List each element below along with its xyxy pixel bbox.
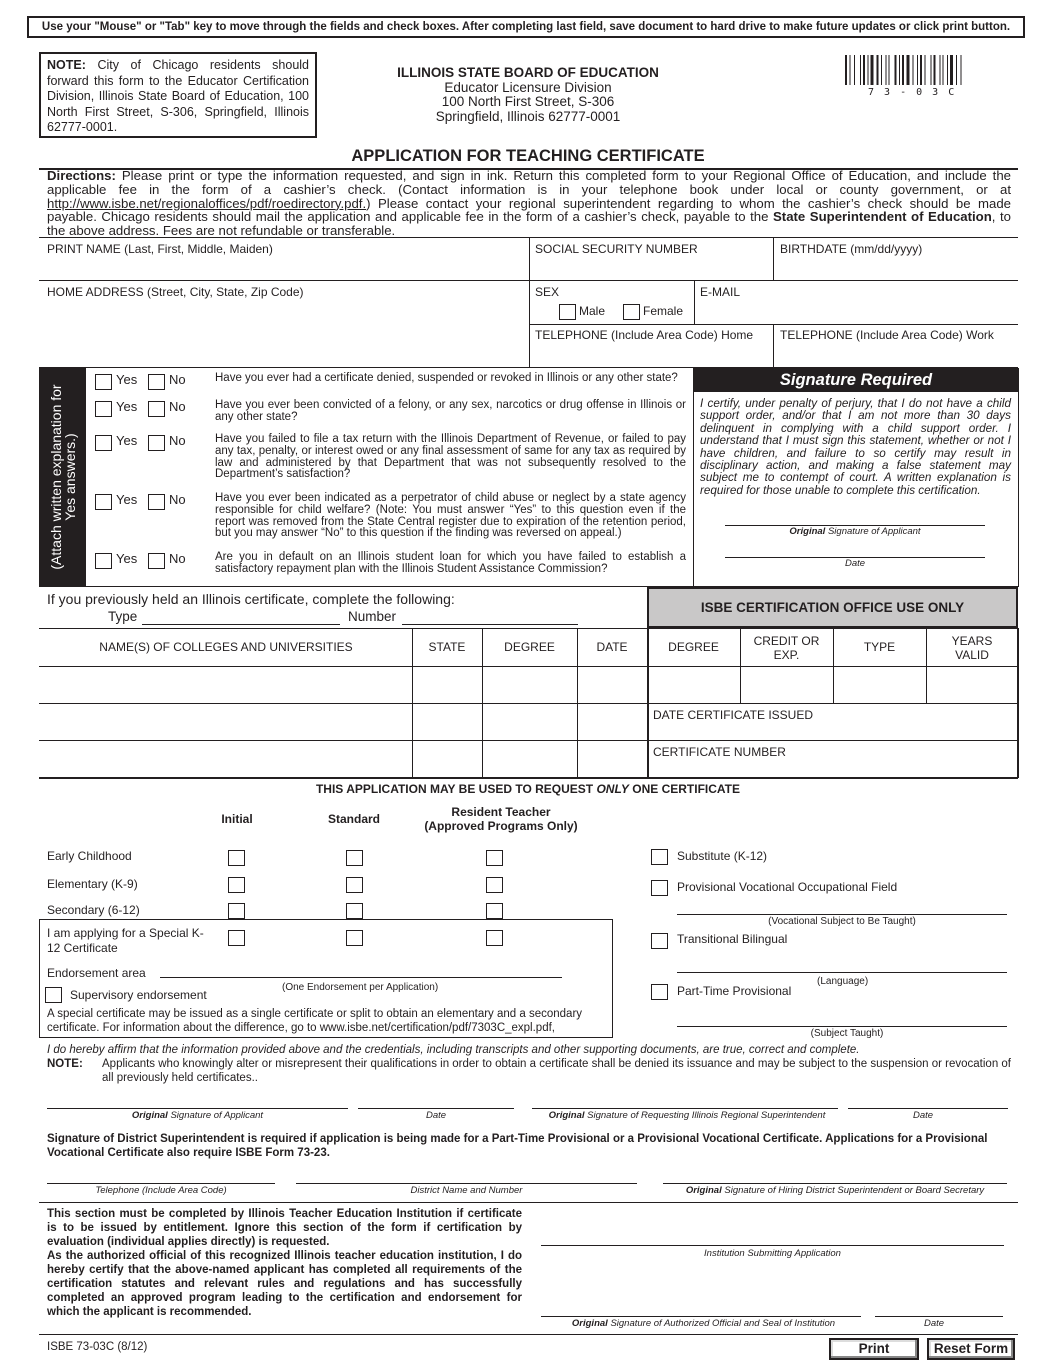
date-certificate-issued: DATE CERTIFICATE ISSUED bbox=[653, 708, 814, 722]
secondary-standard-checkbox[interactable] bbox=[346, 903, 363, 919]
affirmation-note-label: NOTE: bbox=[47, 1058, 83, 1070]
substitute-label: Substitute (K-12) bbox=[677, 849, 768, 863]
question-3-no-checkbox[interactable] bbox=[148, 435, 165, 451]
row-early-childhood: Early Childhood bbox=[47, 849, 132, 863]
elementary-standard-checkbox[interactable] bbox=[346, 877, 363, 893]
question-3-yes-label: Yes bbox=[116, 433, 138, 448]
form-id: ISBE 73-03C (8/12) bbox=[47, 1341, 148, 1353]
question-4-yes-label: Yes bbox=[116, 492, 138, 507]
supervisory-endorsement-label: Supervisory endorsement bbox=[70, 988, 207, 1002]
prior-type-label: Type bbox=[108, 609, 138, 624]
col-header-state: STATE bbox=[428, 640, 466, 654]
question-2-text: Have you ever been convicted of a felony, or any sex, narcotics or drug offense in Illinois or any other state? bbox=[215, 399, 686, 423]
question-1-no-checkbox[interactable] bbox=[148, 374, 165, 390]
chicago-note: NOTE: City of Chicago residents should forward this form to the Educator Certification Division, Illinois State Board of Education, 100 North First Street, S-306, Springfield, Illinois 62777-0001. bbox=[39, 52, 317, 138]
prior-type-field[interactable] bbox=[142, 624, 340, 625]
question-2-no-label: No bbox=[169, 399, 186, 414]
home-address-field[interactable]: HOME ADDRESS (Street, City, State, Zip Code) bbox=[47, 285, 304, 299]
institution-line[interactable] bbox=[541, 1245, 1004, 1246]
questions-side-label: (Attach written explanation for Yes answers.) bbox=[48, 384, 78, 570]
agency-city: Springfield, Illinois 62777-0001 bbox=[435, 108, 621, 124]
col-header-degree: DEGREE bbox=[504, 640, 555, 654]
vocational-subject-field[interactable] bbox=[677, 914, 1007, 915]
question-3-yes-checkbox[interactable] bbox=[95, 435, 112, 451]
child-support-certification: I certify, under penalty of perjury, that I do not have a child support order, and/or that I am not more than 30 days delinquent in complying with a child support order. I understand that I must sign this statement, whether or not I have children, and failure to so certify may result in disciplinary action, and making a false statement may subject me to contempt of court. A written explanation is required for those unable to complete this certification. bbox=[700, 397, 1011, 497]
agency-name: ILLINOIS STATE BOARD OF EDUCATION bbox=[397, 65, 659, 80]
question-2-no-checkbox[interactable] bbox=[148, 401, 165, 417]
provisional-vocational-label: Provisional Vocational Occupational Field bbox=[677, 880, 898, 894]
print-name-field[interactable]: PRINT NAME (Last, First, Middle, Maiden) bbox=[47, 242, 273, 256]
part-time-provisional-checkbox[interactable] bbox=[651, 984, 668, 1000]
regional-date-caption: Date bbox=[912, 1110, 934, 1121]
official-signature-line[interactable] bbox=[541, 1316, 861, 1317]
district-superintendent-note: Signature of District Superintendent is required if application is being made for a Part-Time Provisional or a Provisional Vocational Certificate. Applications for a Provisional Vocational Certificate also require ISBE Form 73-23. bbox=[47, 1133, 988, 1159]
language-field[interactable] bbox=[677, 972, 1007, 973]
print-button[interactable]: Print bbox=[829, 1338, 919, 1360]
female-label: Female bbox=[643, 304, 684, 318]
regional-signature-caption: Original Signature of Requesting Illinois Regional Superintendent bbox=[548, 1110, 826, 1121]
elementary-resident-checkbox[interactable] bbox=[486, 877, 503, 893]
question-2-yes-checkbox[interactable] bbox=[95, 401, 112, 417]
question-1-no-label: No bbox=[169, 372, 186, 387]
col-standard: Standard bbox=[327, 812, 380, 826]
applicant-date-line[interactable] bbox=[358, 1108, 514, 1109]
question-5-yes-label: Yes bbox=[116, 551, 138, 566]
substitute-checkbox[interactable] bbox=[651, 849, 668, 865]
female-checkbox[interactable] bbox=[623, 304, 640, 320]
isbe-header-years: YEARS VALID bbox=[951, 634, 993, 662]
prior-number-label: Number bbox=[348, 609, 397, 624]
male-label: Male bbox=[579, 304, 606, 318]
isbe-header-type: TYPE bbox=[863, 640, 896, 654]
male-checkbox[interactable] bbox=[559, 304, 576, 320]
provisional-vocational-checkbox[interactable] bbox=[651, 880, 668, 896]
institution-instructions: This section must be completed by Illinois Teacher Education Institution if certificate is to be issued by entitlement. Ignore this section of the form if certification by evaluation (individual applies directly) is requested. As the authorized official of this recognized Illinois teacher education institution, I do hereby certify that the above-named applicant has completed all requirements of the certification statutes and relevant rules and regulations and has successfully completed an approved program leading to the certification and endorsement for which the applicant is recommended. bbox=[47, 1208, 522, 1318]
district-name-caption: District Name and Number bbox=[410, 1185, 523, 1196]
secondary-resident-checkbox[interactable] bbox=[486, 903, 503, 919]
applicant-date-caption: Date bbox=[425, 1110, 447, 1121]
question-4-text: Have you ever been indicated as a perpetrator of child abuse or neglect by a state agency responsible for child welfare? (Note: You must answer “Yes” to this question even if the report was removed from the State Central register due to expiration of the retention period, but you may answer “No” to this question if the finding was reversed on appeal.) bbox=[215, 492, 686, 540]
special-k12-initial-checkbox[interactable] bbox=[228, 930, 245, 946]
question-4-no-checkbox[interactable] bbox=[148, 494, 165, 510]
affirmation-text: I do hereby affirm that the information provided above and the credentials, including transcripts and other supporting documents, are true, correct and complete. bbox=[47, 1044, 860, 1056]
district-name-line[interactable] bbox=[296, 1183, 637, 1184]
question-1-yes-label: Yes bbox=[116, 372, 138, 387]
question-3-text: Have you failed to file a tax return with the Illinois Department of Revenue, or failed to pay any tax, penalty, or interest owed or any final assessment of same for any tax as required by law and administered by that Department that was not subsequently resolved to the Department’s satisfaction? bbox=[215, 433, 686, 481]
roe-directory-link[interactable]: http://www.isbe.net/regionaloffices/pdf/roedirectory.pdf. bbox=[47, 195, 367, 211]
page-title: APPLICATION FOR TEACHING CERTIFICATE bbox=[351, 147, 705, 165]
email-field[interactable]: E-MAIL bbox=[700, 285, 741, 299]
agency-street: 100 North First Street, S-306 bbox=[441, 94, 615, 109]
question-4-yes-checkbox[interactable] bbox=[95, 494, 112, 510]
official-date-line[interactable] bbox=[875, 1316, 1003, 1317]
child-support-date-caption: Date bbox=[844, 558, 866, 569]
col-header-date: DATE bbox=[596, 640, 628, 654]
official-signature-caption: Original Signature of Authorized Official and Seal of Institution bbox=[571, 1318, 836, 1329]
ssn-field[interactable]: SOCIAL SECURITY NUMBER bbox=[535, 242, 698, 256]
barcode bbox=[845, 55, 1005, 87]
part-time-provisional-label: Part-Time Provisional bbox=[677, 984, 792, 998]
question-2-yes-label: Yes bbox=[116, 399, 138, 414]
col-header-colleges: NAME(S) OF COLLEGES AND UNIVERSITIES bbox=[99, 640, 353, 654]
question-5-text: Are you in default on an Illinois student loan for which you have failed to establish a satisfactory repayment plan with the Illinois Student Assistance Commission? bbox=[215, 551, 686, 575]
telephone-caption: Telephone (Include Area Code) bbox=[95, 1185, 227, 1196]
endorsement-area-field[interactable] bbox=[160, 977, 562, 978]
agency-division: Educator Licensure Division bbox=[444, 79, 612, 95]
question-1-yes-checkbox[interactable] bbox=[95, 374, 112, 390]
special-k12-resident-checkbox[interactable] bbox=[486, 930, 503, 946]
question-4-no-label: No bbox=[169, 492, 186, 507]
subject-taught-caption: (Subject Taught) bbox=[810, 1028, 884, 1039]
telephone-line[interactable] bbox=[47, 1183, 275, 1184]
question-5-yes-checkbox[interactable] bbox=[95, 553, 112, 569]
isbe-header-degree: DEGREE bbox=[668, 640, 719, 654]
endorsement-area-label: Endorsement area bbox=[47, 966, 146, 980]
row-special-k12: I am applying for a Special K-12 Certificate bbox=[47, 926, 204, 955]
special-certificate-note: A special certificate may be issued as a single certificate or split to obtain an elementary and a secondary certificate. For information about the difference, go to www.isbe.net/certification/pdf/7303C_expl.pdf, bbox=[47, 1008, 583, 1034]
certificate-number: CERTIFICATE NUMBER bbox=[653, 745, 786, 759]
affirmation-note-text: Applicants who knowingly alter or misrepresent their qualifications in order to obtain a certificate shall be denied its issuance and may be subject to the suspension or revocation of all previously held certificates.. bbox=[102, 1058, 1011, 1084]
elementary-initial-checkbox[interactable] bbox=[228, 877, 245, 893]
regional-signature-line[interactable] bbox=[532, 1108, 838, 1109]
reset-form-button[interactable]: Reset Form bbox=[927, 1338, 1015, 1360]
sex-label: SEX bbox=[535, 285, 560, 299]
col-resident: Resident Teacher (Approved Programs Only) bbox=[424, 805, 578, 833]
prior-number-field[interactable] bbox=[402, 624, 578, 625]
hiring-signature-line[interactable] bbox=[663, 1183, 1007, 1184]
secondary-initial-checkbox[interactable] bbox=[228, 903, 245, 919]
row-secondary: Secondary (6-12) bbox=[47, 903, 140, 917]
applicant-signature-line[interactable] bbox=[47, 1108, 348, 1109]
instruction-banner: Use your "Mouse" or "Tab" key to move through the fields and check boxes. After completing last field, save document to hard drive to make future updates or click print button. bbox=[27, 16, 1025, 38]
subject-taught-field[interactable] bbox=[677, 1026, 1007, 1027]
supervisory-endorsement-checkbox[interactable] bbox=[45, 987, 62, 1003]
prior-certificate-heading: If you previously held an Illinois certificate, complete the following: bbox=[47, 591, 455, 607]
row-elementary: Elementary (K-9) bbox=[47, 877, 138, 891]
agency-header bbox=[370, 66, 686, 124]
directions: Directions: Please print or type the information requested, and sign in ink. Return this completed form to your Regional Office of Education, and include the applicable fee in the form of a cashier’s check. (Contact information is in your telephone book under local or county government, or at http://www.isbe.net/regionaloffices/pdf/roedirectory.pdf.) Please contact your regional superintendent regarding to whom the cashier’s check should be made payable. Chicago residents should mail the application and applicable fee in the form of a cashier’s check, payable to the State Superintendent of Education, to the above address. Fees are not refundable or transferable. bbox=[47, 168, 1012, 239]
transitional-bilingual-checkbox[interactable] bbox=[651, 933, 668, 949]
isbe-header-credit: CREDIT OR EXP. bbox=[753, 634, 820, 662]
birthdate-field[interactable]: BIRTHDATE (mm/dd/yyyy) bbox=[780, 242, 923, 256]
early-childhood-standard-checkbox[interactable] bbox=[346, 850, 363, 866]
institution-caption: Institution Submitting Application bbox=[704, 1248, 841, 1259]
language-caption: (Language) bbox=[817, 976, 869, 987]
child-support-signature-caption: Original Signature of Applicant bbox=[789, 526, 921, 537]
regional-date-line[interactable] bbox=[848, 1108, 1008, 1109]
phone-home-field[interactable]: TELEPHONE (Include Area Code) Home bbox=[535, 328, 754, 342]
question-5-no-checkbox[interactable] bbox=[148, 553, 165, 569]
hiring-signature-caption: Original Signature of Hiring District Superintendent or Board Secretary bbox=[685, 1185, 985, 1196]
official-date-caption: Date bbox=[923, 1318, 945, 1329]
request-heading: THIS APPLICATION MAY BE USED TO REQUEST ONLY ONE CERTIFICATE bbox=[315, 782, 741, 796]
question-3-no-label: No bbox=[169, 433, 186, 448]
barcode-text: 7 3 - 0 3 C bbox=[868, 87, 957, 98]
col-initial: Initial bbox=[221, 812, 253, 826]
applicant-signature-caption: Original Signature of Applicant bbox=[131, 1110, 264, 1121]
question-5-no-label: No bbox=[169, 551, 186, 566]
transitional-bilingual-label: Transitional Bilingual bbox=[677, 932, 788, 946]
isbe-office-use-header: ISBE CERTIFICATION OFFICE USE ONLY bbox=[647, 587, 1018, 628]
phone-work-field[interactable]: TELEPHONE (Include Area Code) Work bbox=[780, 328, 994, 342]
special-k12-standard-checkbox[interactable] bbox=[346, 930, 363, 946]
vocational-subject-caption: (Vocational Subject to Be Taught) bbox=[768, 916, 916, 927]
question-1-text: Have you ever had a certificate denied, suspended or revoked in Illinois or any other state? bbox=[215, 372, 678, 384]
early-childhood-initial-checkbox[interactable] bbox=[228, 850, 245, 866]
one-endorsement-caption: (One Endorsement per Application) bbox=[282, 982, 439, 993]
early-childhood-resident-checkbox[interactable] bbox=[486, 850, 503, 866]
signature-required-header: Signature Required bbox=[694, 368, 1018, 392]
